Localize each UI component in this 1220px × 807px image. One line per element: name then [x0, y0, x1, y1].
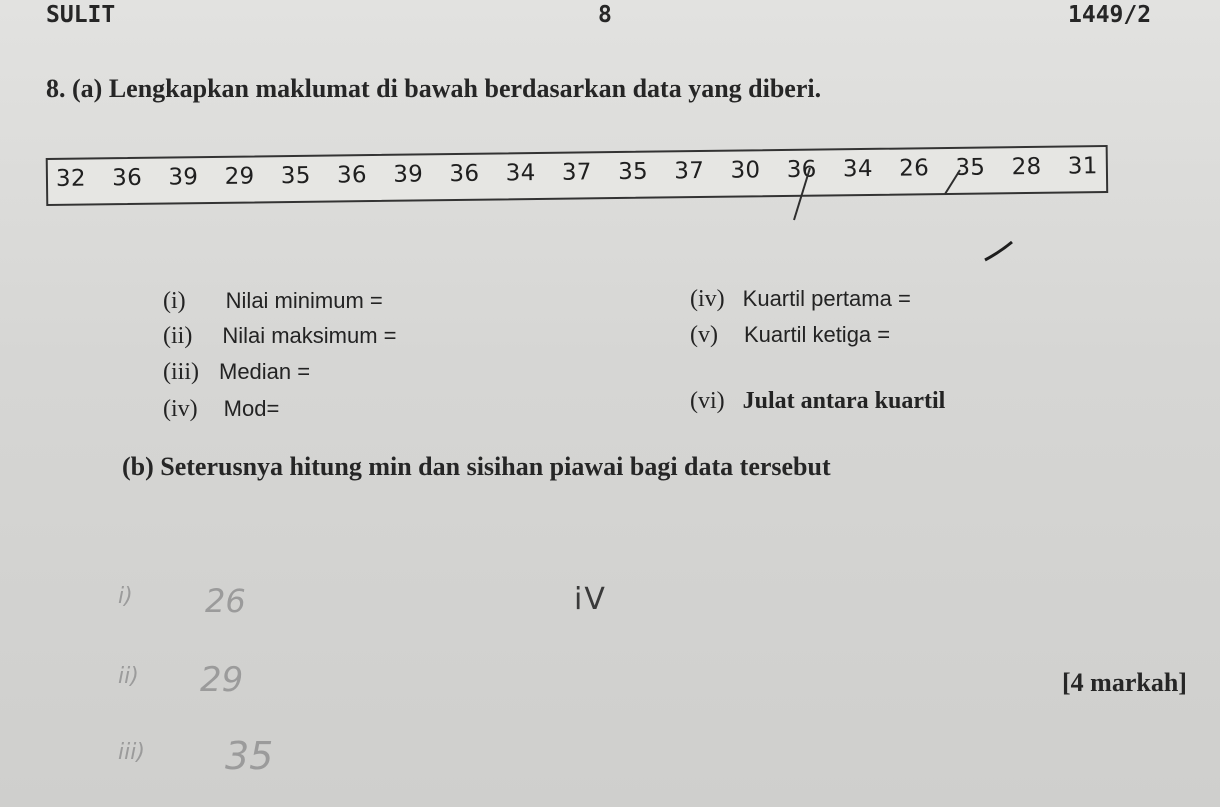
item-nilai-maksimum	[163, 323, 397, 350]
item-julat-antara-kuartil	[690, 388, 945, 415]
data-value: 39	[393, 161, 424, 188]
data-value: 31	[1067, 153, 1098, 180]
header-sulit: SULIT	[46, 2, 116, 28]
item-number: (iv)	[690, 286, 725, 312]
data-value: 35	[955, 154, 986, 181]
pen-mark-checks	[780, 160, 1040, 270]
data-value: 28	[1011, 153, 1042, 181]
item-kuartil-pertama	[690, 286, 911, 313]
data-value: 39	[168, 164, 199, 191]
marks-label: [4 markah]	[1062, 668, 1187, 697]
data-value: 30	[730, 157, 761, 184]
data-value: 35	[617, 158, 649, 186]
handwritten-ii-number: ii)	[118, 664, 139, 689]
handwritten-ii-value: 29	[200, 660, 244, 700]
data-value: 29	[224, 163, 255, 190]
item-median	[163, 359, 310, 386]
handwritten-iv: iV	[574, 582, 607, 617]
data-value: 36	[336, 162, 368, 189]
data-value: 36	[112, 164, 143, 192]
page-number: 8	[598, 2, 612, 28]
item-label: Mod=	[223, 396, 280, 421]
question-8a: 8. (a) Lengkapkan maklumat di bawah berdasarkan data yang diberi.	[46, 74, 822, 103]
item-label: Nilai minimum =	[225, 288, 383, 313]
item-label: Nilai maksimum =	[222, 323, 397, 348]
handwritten-iii-number: iii)	[118, 740, 145, 765]
data-value: 36	[786, 156, 817, 183]
data-value: 37	[561, 159, 592, 186]
item-label: Median =	[219, 359, 311, 384]
item-mod	[163, 396, 279, 423]
paper-code: 1449/2	[1068, 2, 1152, 28]
item-kuartil-ketiga	[690, 322, 890, 349]
handwritten-i-value: 26	[205, 582, 246, 620]
data-value: 26	[899, 155, 930, 182]
item-label: Julat antara kuartil	[742, 388, 946, 414]
data-value: 36	[449, 160, 480, 188]
data-value: 34	[505, 160, 536, 187]
item-number: (ii)	[163, 323, 193, 349]
question-8b: (b) Seterusnya hitung min dan sisihan piawai bagi data tersebut	[122, 452, 831, 481]
item-number: (i)	[163, 288, 186, 314]
item-number: (iv)	[163, 396, 198, 422]
item-number: (vi)	[690, 388, 725, 414]
item-number: (v)	[690, 322, 718, 348]
item-number: (iii)	[163, 359, 199, 385]
data-value: 35	[280, 162, 311, 190]
item-label: Kuartil ketiga =	[743, 322, 891, 347]
data-value: 34	[842, 155, 873, 183]
handwritten-i-number: i)	[118, 584, 133, 609]
item-nilai-minimum	[163, 288, 383, 315]
item-label: Kuartil pertama =	[742, 286, 911, 311]
handwritten-iii-value: 35	[225, 734, 274, 778]
data-value: 37	[674, 157, 705, 185]
data-value: 32	[55, 165, 86, 192]
